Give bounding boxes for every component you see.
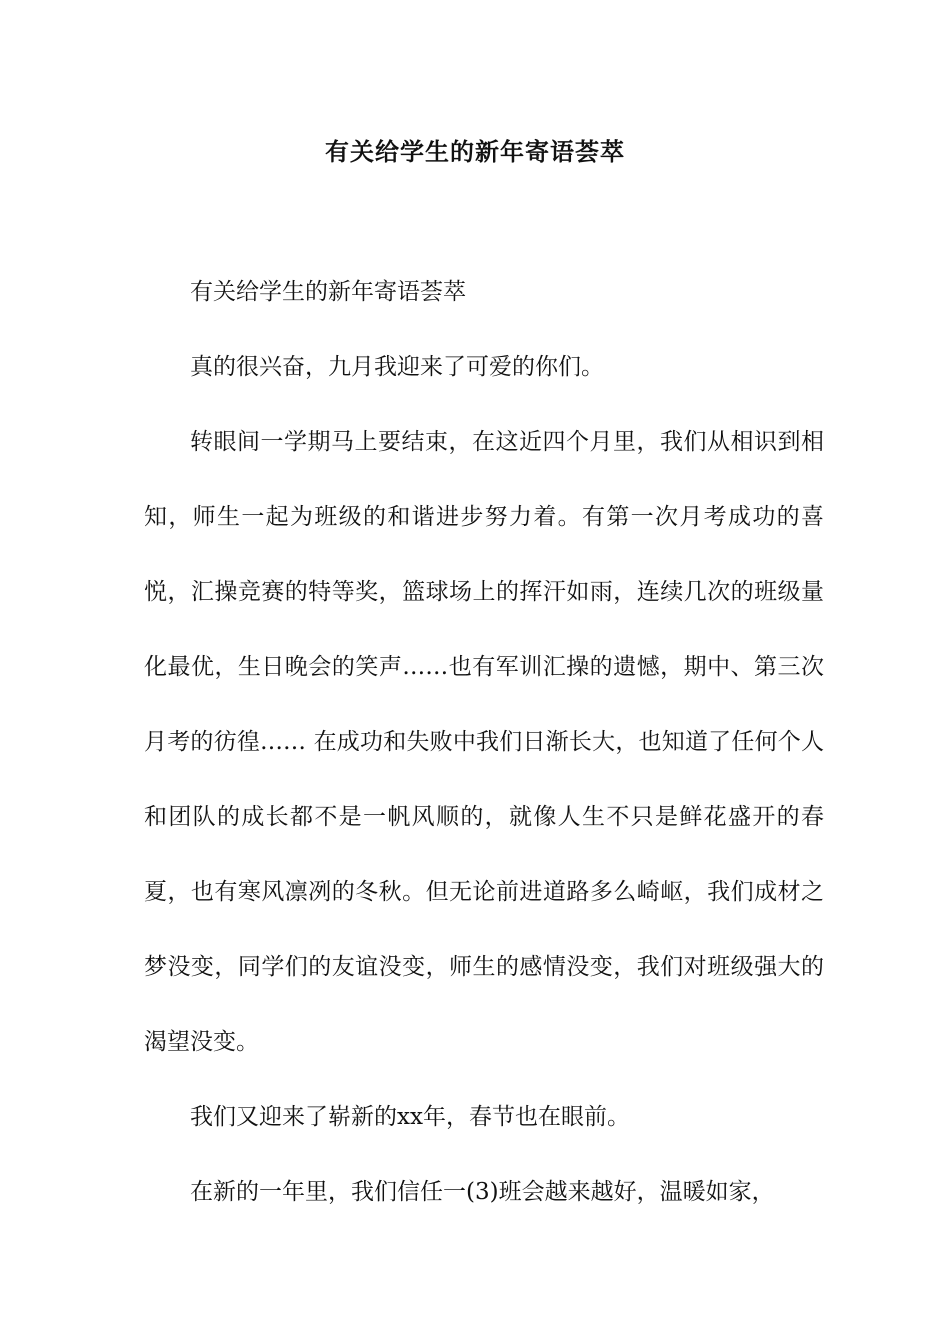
document-body xyxy=(144,255,824,1230)
paragraph-wishes: 在新的一年里，我们信任一(3)班会越来越好，温暖如家， xyxy=(190,1179,775,1205)
paragraph-subtitle: 有关给学生的新年寄语荟萃 xyxy=(190,279,466,305)
paragraph-new-year: 我们又迎来了崭新的xx年，春节也在眼前。 xyxy=(190,1104,630,1130)
paragraph-intro: 真的很兴奋，九月我迎来了可爱的你们。 xyxy=(190,354,604,380)
document-title: 有关给学生的新年寄语荟萃 xyxy=(325,138,625,166)
paragraph-main: 转眼间一学期马上要结束，在这近四个月里，我们从相识到相知，师生一起为班级的和谐进步努力着。有第一次月考成功的喜悦，汇操竞赛的特等奖，篮球场上的挥汗如雨，连续几次的班级量化最优，生日晚会的笑声……也有军训汇操的遗憾，期中、第三次月考的彷徨…… 在成功和失败中我们日渐长大，也知道了任何个人和团队的成长都不是一帆风顺的，就像人生不只是鲜花盛开的春夏，也有寒风凛冽的冬秋。但无论前进道路多么崎岖，我们成材之梦没变，同学们的友谊没变，师生的感情没变，我们对班级强大的渴望没变。 xyxy=(144,429,824,1055)
